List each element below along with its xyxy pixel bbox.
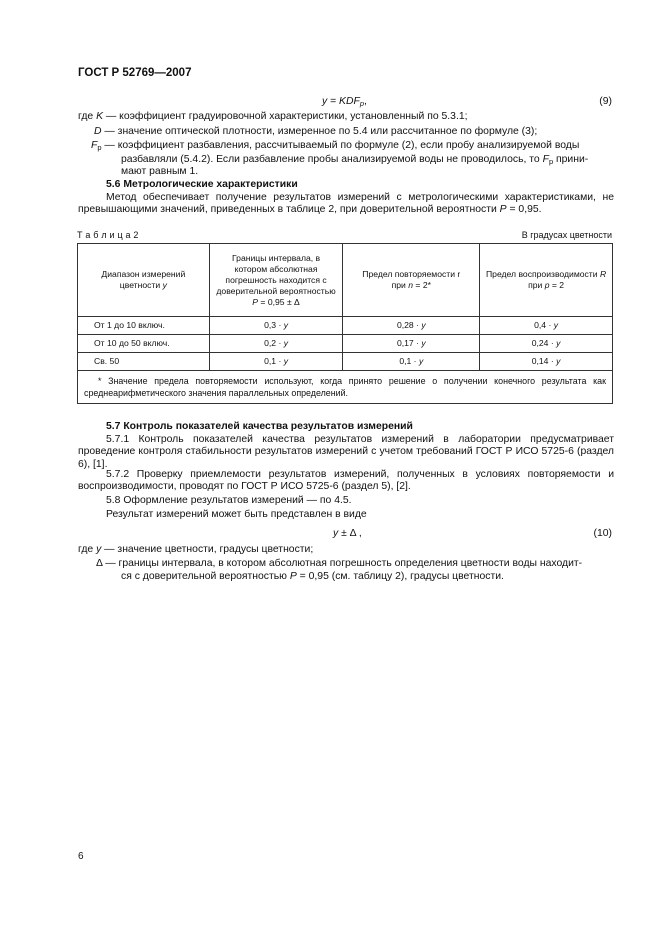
symbol-f-sub: p (548, 157, 554, 166)
formula-9-lhs: y (322, 96, 328, 107)
paragraph-text: Метод обеспечивает получение результатов измерений с метрологическими характеристиками, не превышающими значений, приведенных в таблице 2, при доверительной вероятности (78, 192, 614, 216)
cell-delta: 0,1 · y (209, 353, 343, 371)
where-lead: где (78, 111, 97, 122)
cell-delta: 0,2 · y (209, 335, 343, 353)
where-9-cont-2: мают равным 1. (121, 166, 199, 177)
result-form-paragraph: Результат измерений может быть представлен в виде (106, 509, 367, 520)
paragraph-text: = 0,95. (506, 204, 542, 216)
symbol-p: P (289, 571, 297, 582)
section-5-7-2-paragraph: 5.7.2 Проверку приемлемости результатов измерений, полученных в условиях повторяемости и воспроизводимости, проводят по ГОСТ Р ИСО 5725-6 (раздел 5), [2]. (78, 469, 614, 493)
where-10-line-3 (121, 571, 504, 583)
where-text: ся с доверительной вероятностью (121, 571, 290, 582)
symbol-f: F (91, 140, 98, 151)
formula-9-number: (9) (599, 96, 612, 107)
section-5-7-1-paragraph: 5.7.1 Контроль показателей качества результатов измерений в лаборатории предусматривает проведение контроля стабильности результатов измерений с учетом требований ГОСТ Р ИСО 5725-6 (раздел 6), [1]. (78, 434, 614, 470)
symbol-p: P (499, 204, 507, 216)
symbol-f-sub: p (97, 143, 102, 152)
where-10-line-1 (78, 544, 313, 556)
cell-r: 0,28 · y (343, 317, 480, 335)
formula-9-rhs: KDF (339, 96, 360, 107)
where-cont-text: разбавляли (5.4.2). Если разбавление пробы анализируемой воды не проводилось, то (121, 154, 543, 165)
cell-range: От 10 до 50 включ. (78, 335, 210, 353)
section-5-6-paragraph (78, 192, 614, 217)
cell-R: 0,4 · y (480, 317, 613, 335)
table-2-caption: Т а б л и ц а 2 (77, 230, 139, 240)
table-footnote: * Значение предела повторяемости используют, когда принято решение о получении конечного результата как среднеарифметического значения параллельных определений. (78, 371, 613, 404)
section-5-6-title: 5.6 Метрологические характеристики (106, 179, 298, 190)
header-repeatability: Предел повторяемости r при n = 2* (343, 244, 480, 317)
where-text: = 0,95 (см. таблицу 2), градусы цветности. (296, 571, 504, 582)
where-text: — значение оптической плотности, измеренное по 5.4 или рассчитанное по формуле (3); (101, 126, 538, 137)
header-reproducibility: Предел воспроизводимости R при p = 2 (480, 244, 613, 317)
table-row (78, 353, 613, 371)
cell-range: Св. 50 (78, 353, 210, 371)
where-10-line-2: Δ — границы интервала, в котором абсолютная погрешность определения цветности воды находит- (96, 558, 583, 569)
formula-10 (333, 528, 362, 540)
cell-R: 0,24 · y (480, 335, 613, 353)
table-footnote-row (78, 371, 613, 404)
cell-r: 0,17 · y (343, 335, 480, 353)
formula-9: $y = KDF_p$, (322, 96, 367, 108)
cell-delta: 0,3 · y (209, 317, 343, 335)
formula-10-rest: ± Δ , (338, 528, 362, 539)
symbol-k: K (96, 111, 103, 122)
where-9-cont-1 (121, 154, 613, 166)
formula-10-number: (10) (593, 528, 612, 539)
symbol-d: D (94, 126, 102, 137)
symbol-f: F (542, 154, 549, 165)
header-range: Диапазон измерений цветности y (78, 244, 210, 317)
table-row (78, 335, 613, 353)
table-2-units: В градусах цветности (521, 230, 612, 240)
where-text: — коэффициент градуировочной характеристики, установленный по 5.3.1; (103, 111, 468, 122)
formula-9-tail: , (364, 96, 367, 107)
where-9-line-3 (91, 140, 616, 152)
cell-r: 0,1 · y (343, 353, 480, 371)
symbol-y: y (96, 544, 102, 555)
header-delta: Границы интервала, в котором абсолютная погрешность находится с доверительной вероятностью P = 0,95 ± Δ (209, 244, 343, 317)
page-number: 6 (78, 851, 84, 862)
section-5-7-title: 5.7 Контроль показателей качества результатов измерений (106, 421, 413, 432)
cell-R: 0,14 · y (480, 353, 613, 371)
symbol-y: y (333, 528, 339, 539)
where-text: — коэффициент разбавления, рассчитываемый по формуле (2), если пробу анализируемой воды (101, 140, 580, 151)
where-lead: где (78, 544, 97, 555)
where-cont-text: прини- (553, 154, 589, 165)
cell-range: От 1 до 10 включ. (78, 317, 210, 335)
formula-9-sub: p (359, 99, 365, 108)
where-text: — значение цветности, градусы цветности; (101, 544, 314, 555)
document-header: ГОСТ Р 52769—2007 (78, 67, 192, 79)
table-2 (77, 243, 613, 404)
where-9-line-1 (78, 111, 468, 123)
where-9-line-2 (94, 126, 537, 138)
table-header-row (78, 244, 613, 317)
table-row (78, 317, 613, 335)
section-5-8-paragraph: 5.8 Оформление результатов измерений — по 4.5. (106, 495, 352, 506)
